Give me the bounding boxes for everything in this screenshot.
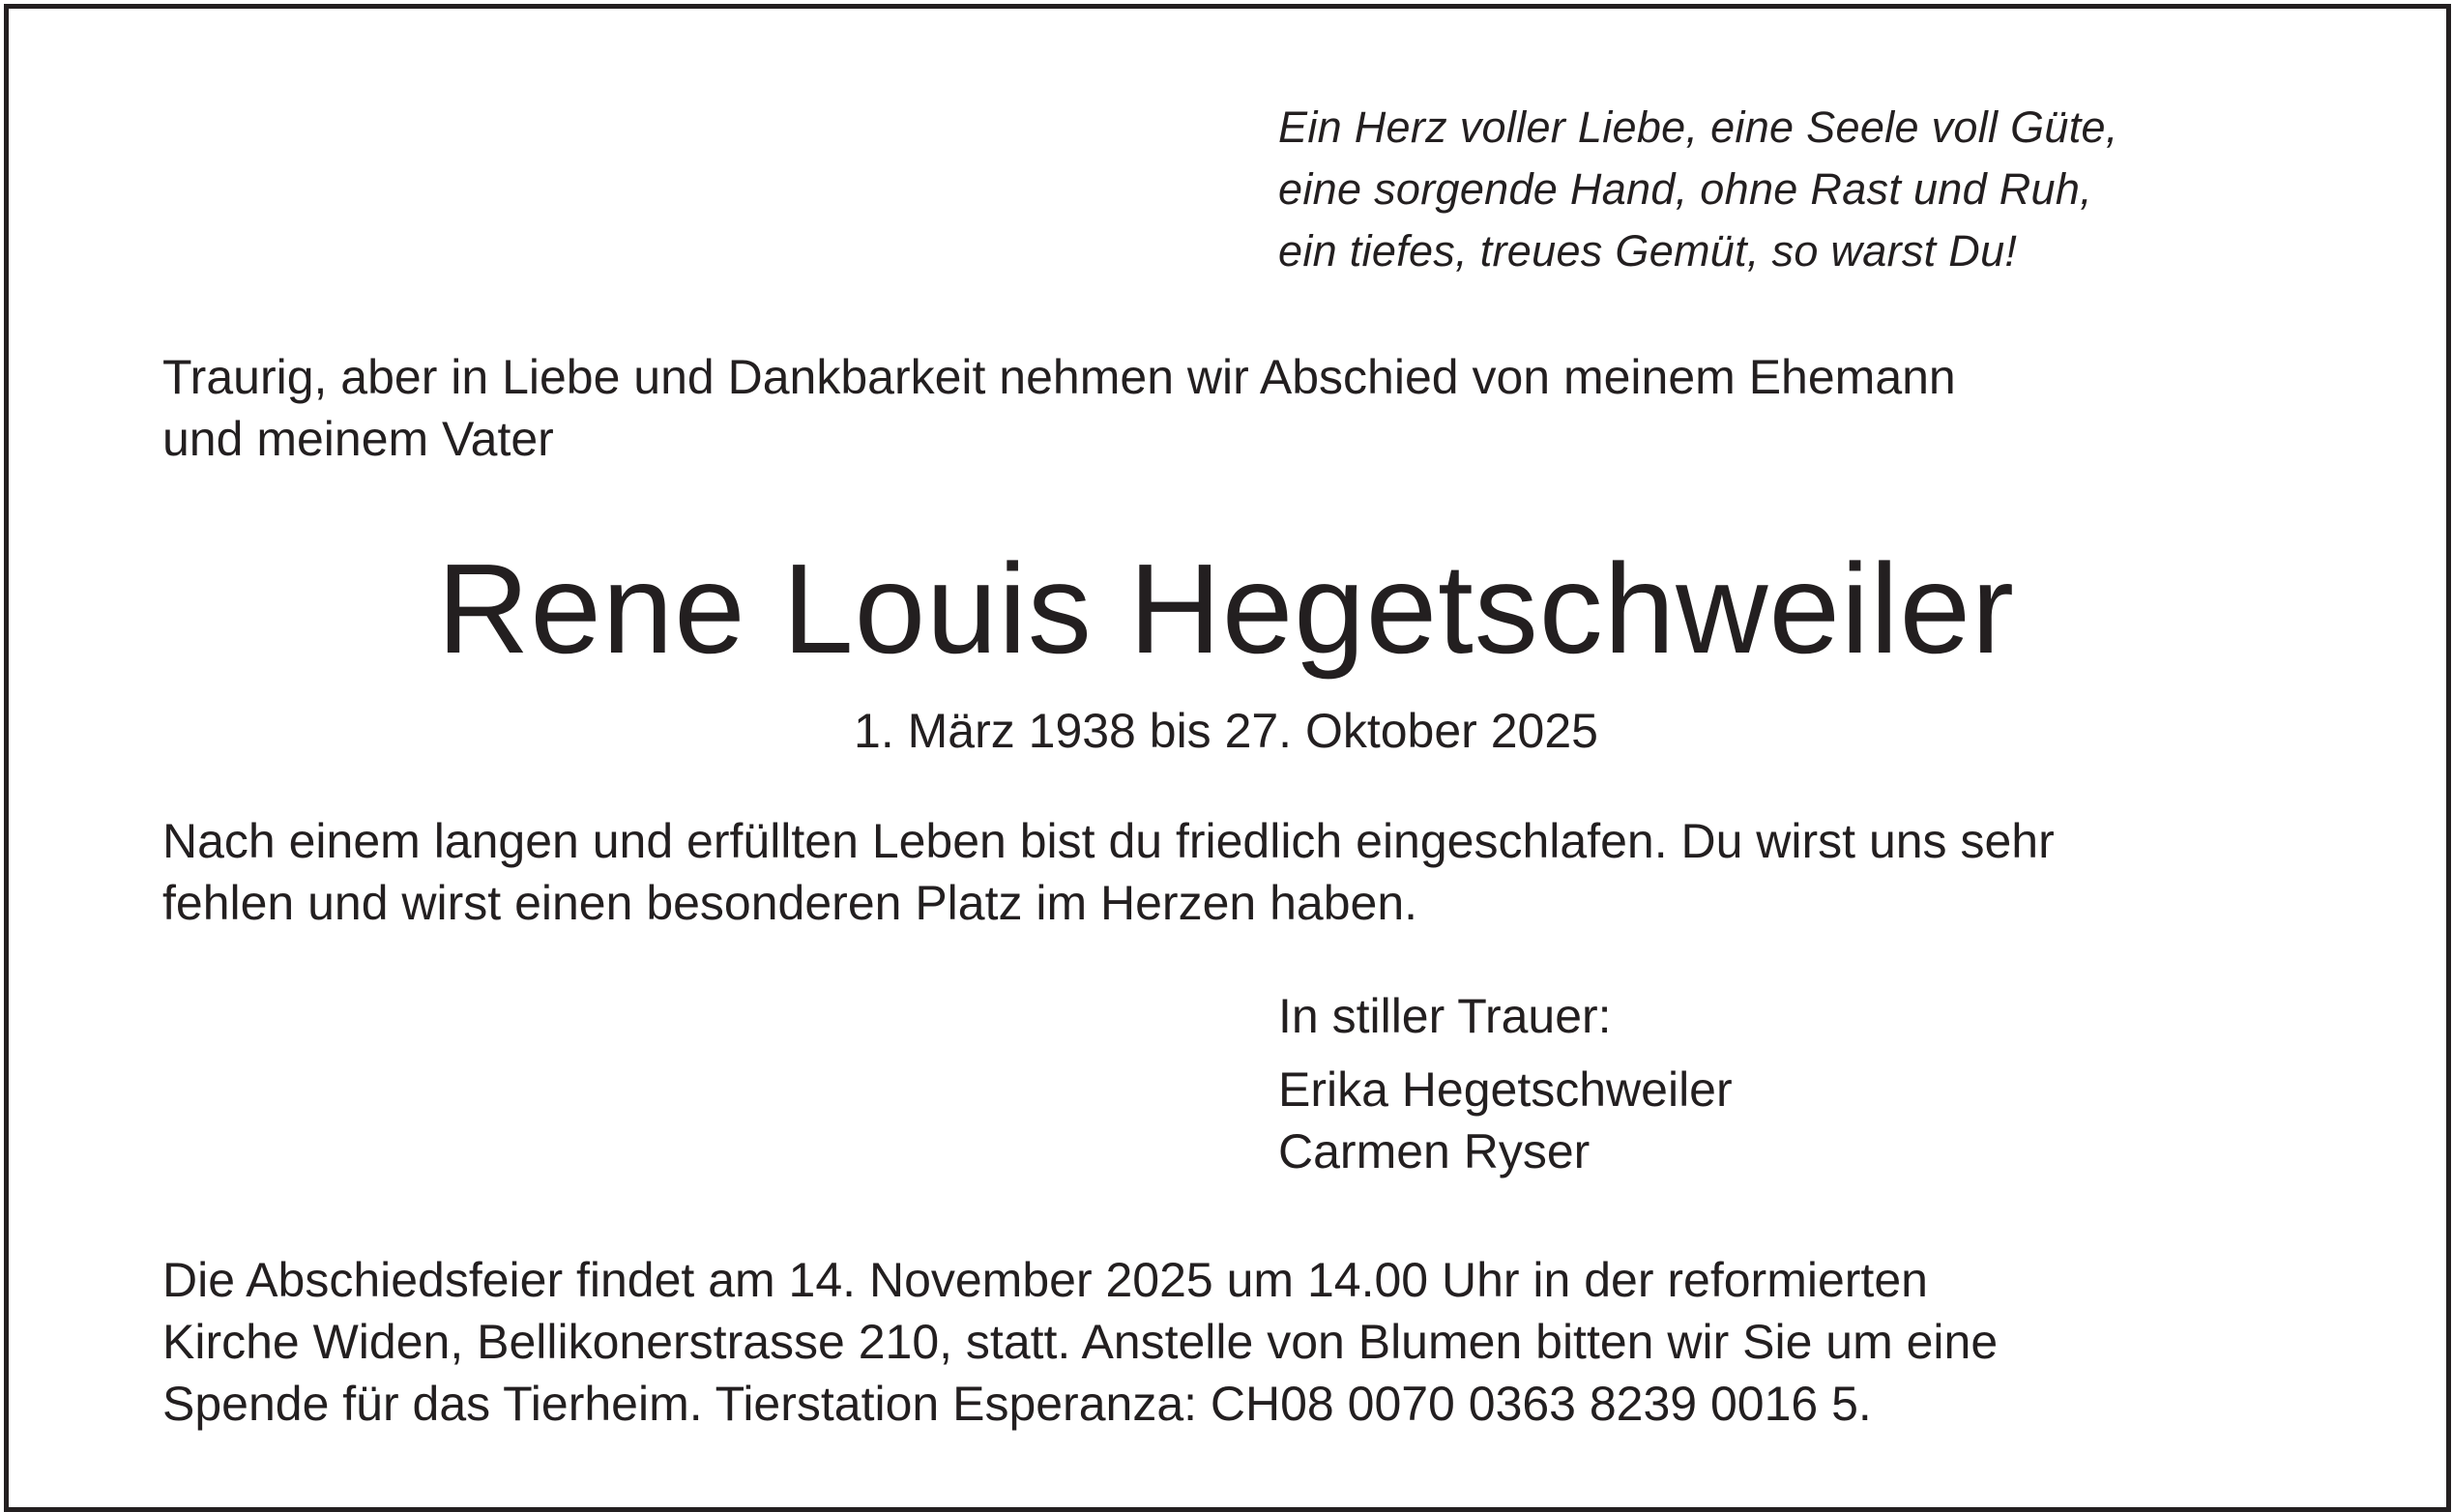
ceremony-line: Spende für das Tierheim. Tierstation Esperanza: CH08 0070 0363 8239 0016 5.: [162, 1377, 1872, 1431]
intro-line: und meinem Vater: [162, 412, 554, 466]
quote-line: Ein Herz voller Liebe, eine Seele voll Güte,: [1278, 102, 2118, 152]
quote-line: eine sorgende Hand, ohne Rast und Ruh,: [1278, 164, 2092, 214]
message-line: fehlen und wirst einen besonderen Platz im Herzen haben.: [162, 876, 1418, 930]
deceased-name: Rene Louis Hegetschweiler: [437, 538, 2015, 680]
mourners-list: [1278, 1059, 1733, 1182]
mourner-name: Erika Hegetschweiler: [1278, 1062, 1733, 1117]
mourner-name: Carmen Ryser: [1278, 1124, 1591, 1178]
message-line: Nach einem langen und erfüllten Leben bist du friedlich eingeschlafen. Du wirst uns sehr: [162, 814, 2055, 868]
ceremony-details: [162, 1249, 1998, 1435]
quote-line: ein tiefes, treues Gemüt, so warst Du!: [1278, 226, 2018, 276]
mourners-heading: In stiller Trauer:: [1278, 989, 1612, 1043]
life-dates: 1. März 1938 bis 27. Oktober 2025: [854, 704, 1598, 758]
farewell-message: [162, 810, 2055, 934]
intro-line: Traurig, aber in Liebe und Dankbarkeit nehmen wir Abschied von meinem Ehemann: [162, 350, 1956, 404]
ceremony-line: Die Abschiedsfeier findet am 14. November 2025 um 14.00 Uhr in der reformierten: [162, 1253, 1928, 1307]
memorial-quote: [1278, 97, 2118, 282]
ceremony-line: Kirche Widen, Bellikonerstrasse 210, statt. Anstelle von Blumen bitten wir Sie um eine: [162, 1315, 1999, 1369]
intro-text: [162, 346, 1956, 470]
